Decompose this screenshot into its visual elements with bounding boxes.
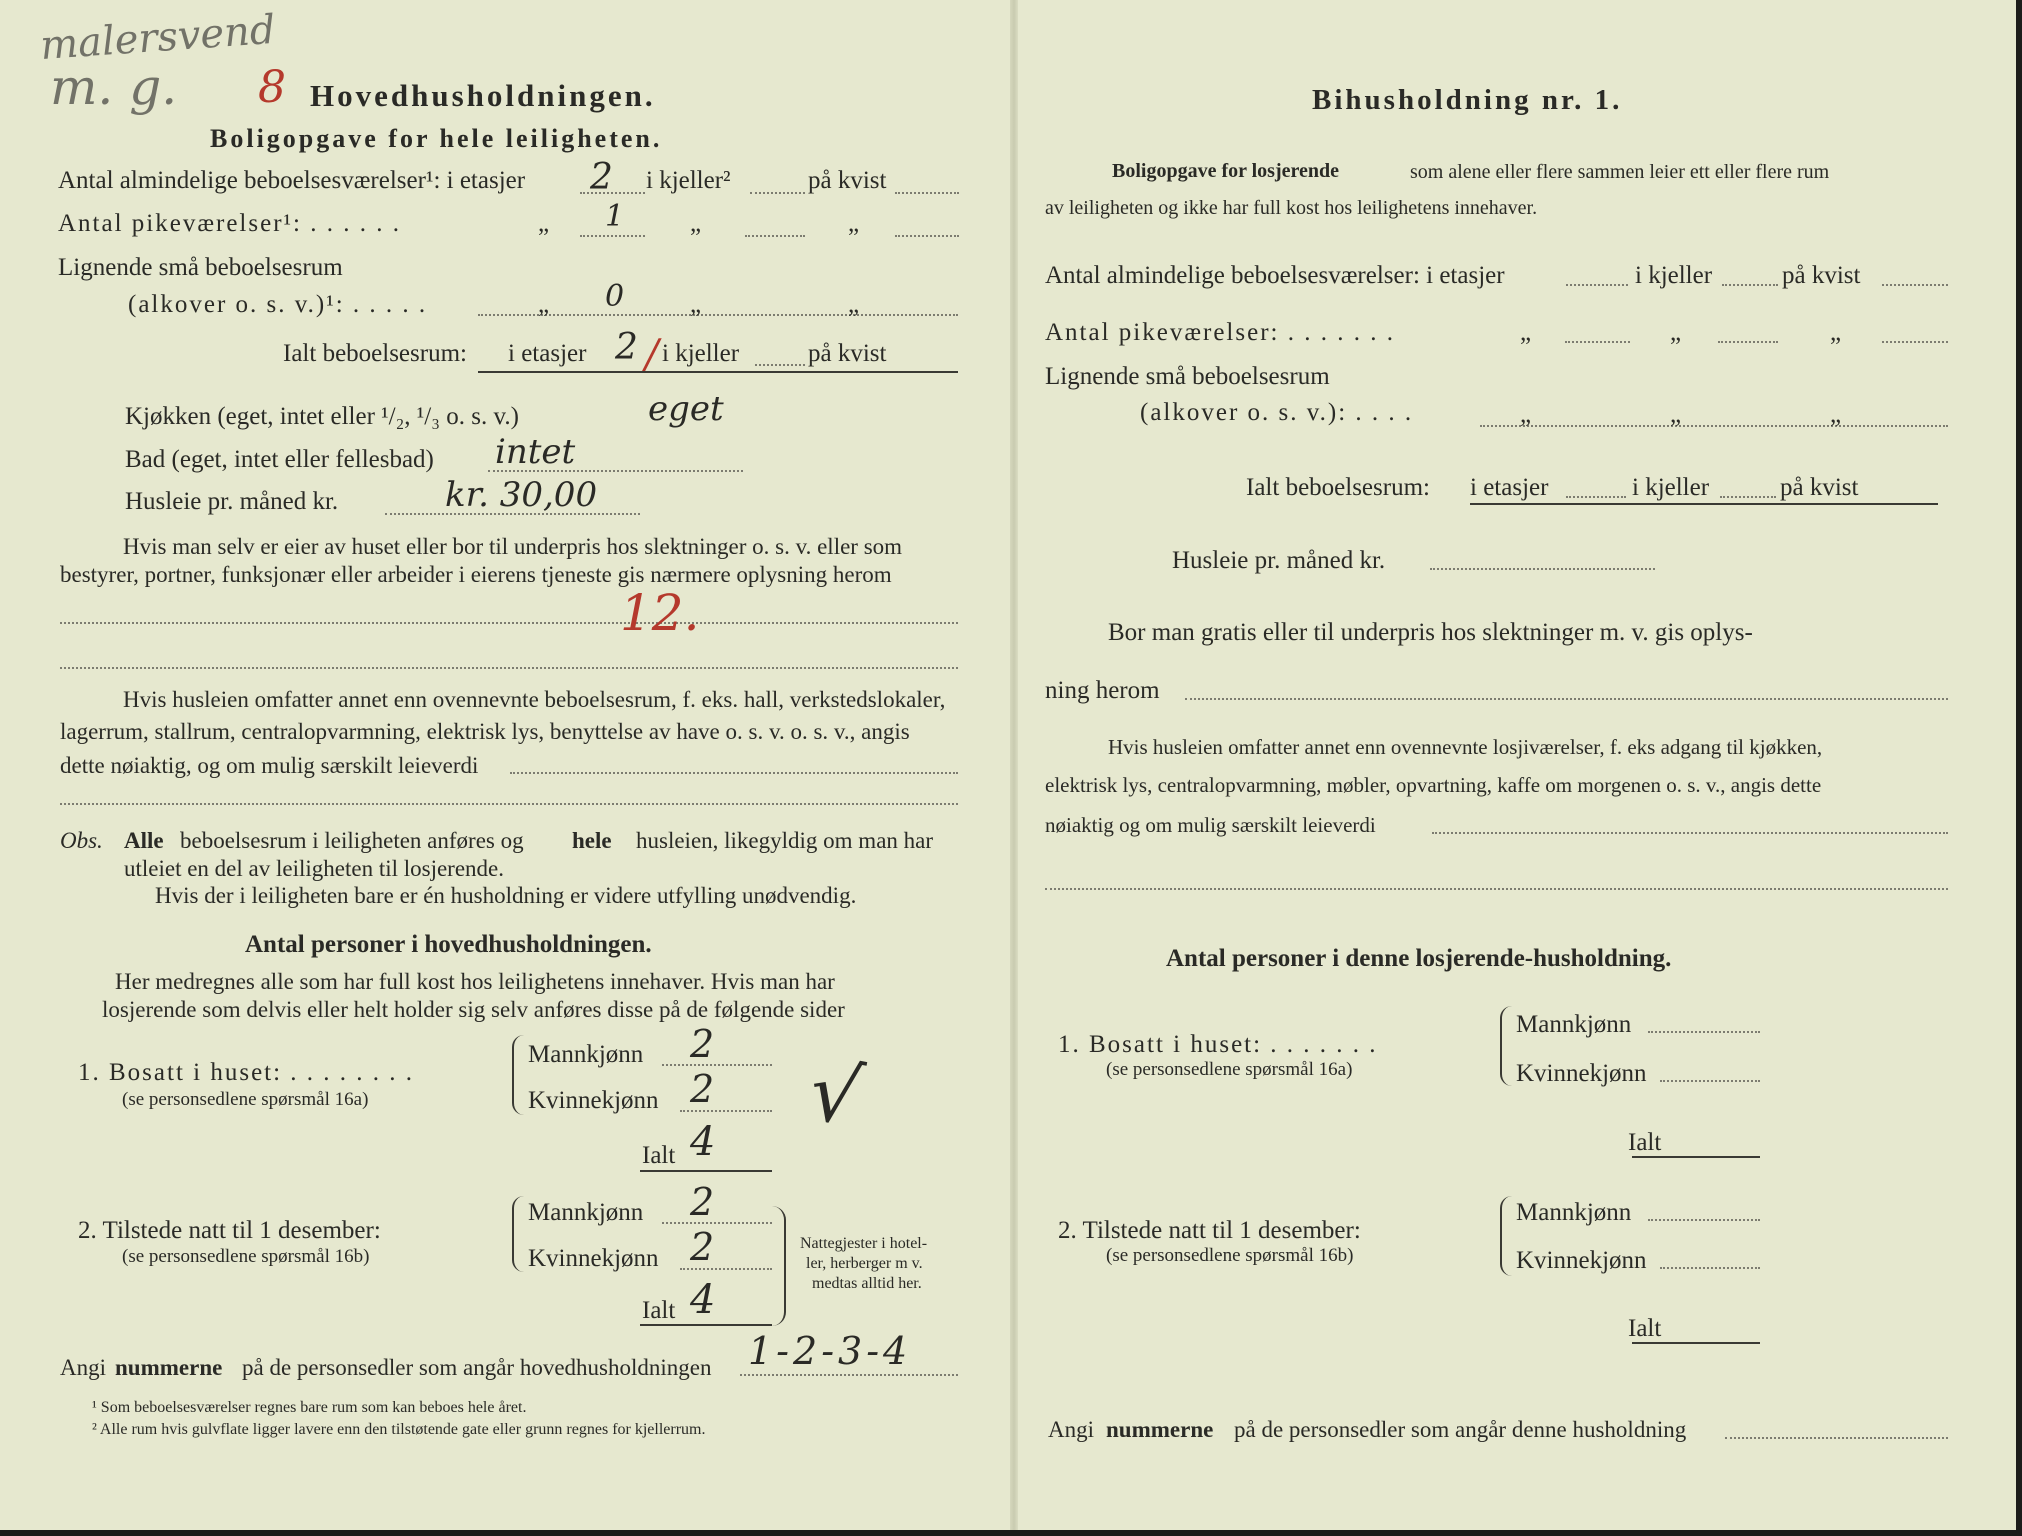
right-q2-mann-line — [1648, 1219, 1760, 1221]
right-pike-ditto-3: „ — [1830, 319, 1842, 346]
left-eier-note-2: bestyrer, portner, funksjonær eller arbeider i eierens tjeneste gis nærmere oplysning herom — [60, 562, 892, 587]
right-ialt-kjeller-label: i kjeller — [1632, 474, 1710, 501]
left-bad-value: intet — [495, 432, 576, 472]
right-q2-label: 2. Tilstede natt til 1 desember: — [1058, 1217, 1361, 1244]
left-lignende-label-1: Lignende små beboelsesrum — [58, 254, 343, 281]
left-ialt-label: Ialt beboelsesrum: — [283, 340, 467, 367]
right-antal-alm-kvist-line — [1882, 284, 1948, 286]
right-q1-kvinne-label: Kvinnekjønn — [1516, 1060, 1647, 1087]
right-ialt-kvist-label: på kvist — [1780, 474, 1859, 501]
left-q2-brace — [512, 1196, 524, 1272]
corner-annotation-code: m. g. — [50, 58, 178, 116]
left-obs-text-3: Hvis der i leiligheten bare er én husholdning er videre utfylling unødvendig. — [155, 883, 857, 908]
left-pike-etasjer-line — [580, 235, 645, 237]
left-obs-label: Obs. — [60, 828, 103, 853]
left-pike-ditto-3: „ — [848, 210, 860, 237]
left-pike-label: Antal pikeværelser¹: . . . . . . — [58, 210, 401, 237]
left-obs-text-1b: husleien, likegyldig om man har — [636, 828, 934, 853]
left-pike-etasjer-value: 1 — [605, 199, 625, 234]
left-pike-ditto-1: „ — [538, 210, 550, 237]
right-pike-ditto-2: „ — [1670, 319, 1682, 346]
left-lignende-line — [478, 314, 958, 316]
right-gratis-2: ning herom — [1045, 677, 1160, 704]
left-q1-kvinne-value: 2 — [690, 1067, 715, 1111]
left-persons-note-2: losjerende som delvis eller helt holder sig selv anføres disse på de følgende sider — [102, 997, 845, 1022]
left-pike-kvist-line — [895, 235, 959, 237]
right-ialt-kjeller-line — [1720, 496, 1776, 498]
left-pike-ditto-2: „ — [690, 210, 702, 237]
left-ialt-kvist-label: på kvist — [808, 340, 887, 367]
left-q2-mann-label: Mannkjønn — [528, 1199, 644, 1226]
left-footnote-1: ¹ Som beboelsesværelser regnes bare rum som kan beboes hele året. — [92, 1399, 527, 1416]
right-q1-mann-label: Mannkjønn — [1516, 1011, 1632, 1038]
left-lignende-etasjer-value: 0 — [605, 279, 625, 314]
left-q1-label: 1. Bosatt i huset: . . . . . . . . — [78, 1059, 415, 1086]
right-intro-1: som alene eller flere sammen leier ett eller flere rum — [1410, 161, 1830, 183]
right-q2-brace — [1500, 1196, 1512, 1276]
right-note-line-2 — [1045, 888, 1948, 890]
right-angi-label-1: Angi — [1048, 1417, 1094, 1442]
left-q1-ialt-underline — [640, 1170, 772, 1172]
left-angi-label-2: på de personsedler som angår hovedhusholdningen — [242, 1355, 712, 1380]
right-pike-ditto-1: „ — [1520, 319, 1532, 346]
right-lignende-ditto-1: „ — [1520, 401, 1532, 428]
left-title: Hovedhusholdningen. — [310, 78, 656, 113]
left-bad-label: Bad (eget, intet eller fellesbad) — [125, 446, 434, 473]
left-eier-note-1: Hvis man selv er eier av huset eller bor til underpris hos slektninger o. s. v. eller som — [123, 534, 903, 559]
left-angi-label-1: Angi — [60, 1355, 106, 1380]
left-antal-alm-kjeller-label: i kjeller² — [646, 167, 731, 194]
right-lignende-line — [1480, 425, 1948, 427]
left-antal-alm-kjeller-line — [750, 192, 805, 194]
left-husleie-label: Husleie pr. måned kr. — [125, 488, 339, 515]
left-lignende-ditto-2: „ — [690, 291, 702, 318]
right-gratis-1: Bor man gratis eller til underpris hos slektninger m. v. gis oplys- — [1108, 619, 1753, 646]
left-q2-mann-value: 2 — [690, 1180, 715, 1224]
right-antal-alm-kjeller-label: i kjeller — [1635, 262, 1713, 289]
left-q2-right-brace — [772, 1206, 786, 1326]
left-husleie-value: kr. 30,00 — [445, 475, 598, 515]
left-husleie-note-line — [510, 772, 958, 774]
right-q1-ialt-label: Ialt — [1628, 1129, 1662, 1156]
left-angi-line — [740, 1374, 958, 1376]
right-pike-label: Antal pikeværelser: . . . . . . . — [1045, 319, 1395, 346]
left-q1-kvinne-line — [680, 1110, 772, 1112]
left-obs-hele: hele — [572, 828, 612, 853]
left-q2-ialt-underline — [640, 1324, 772, 1326]
right-lignende-ditto-2: „ — [1670, 401, 1682, 428]
right-lignende-ditto-3: „ — [1830, 401, 1842, 428]
left-ialt-etasjer-label: i etasjer — [508, 340, 587, 367]
right-angi-label-2: på de personsedler som angår denne husholdning — [1234, 1417, 1687, 1442]
left-q2-kvinne-value: 2 — [690, 1225, 715, 1269]
right-intro-bold: Boligopgave for losjerende — [1112, 160, 1340, 182]
left-husleie-note-line-2 — [60, 803, 958, 805]
right-antal-alm-etasjer-line — [1566, 284, 1628, 286]
right-ialt-etasjer-label: i etasjer — [1470, 474, 1549, 501]
left-angi-bold: nummerne — [115, 1355, 223, 1380]
right-q2-ialt-label: Ialt — [1628, 1315, 1662, 1342]
right-husleie-label: Husleie pr. måned kr. — [1172, 547, 1386, 574]
left-husleie-line — [385, 513, 640, 515]
right-angi-line — [1725, 1437, 1948, 1439]
left-obs-alle: Alle — [124, 828, 164, 853]
left-q2-ialt-value: 4 — [690, 1277, 716, 1323]
left-bad-line — [488, 470, 743, 472]
left-q2-ialt-label: Ialt — [642, 1297, 676, 1324]
left-q1-ialt-value: 4 — [690, 1119, 716, 1165]
left-kjokken-value: eget — [648, 389, 724, 429]
left-nattegjester-2: ler, herberger m v. — [806, 1255, 923, 1272]
right-q2-mann-label: Mannkjønn — [1516, 1199, 1632, 1226]
left-husleie-note-1: Hvis husleien omfatter annet enn ovennevnte beboelsesrum, f. eks. hall, verkstedslokaler, — [123, 687, 946, 712]
right-ialt-etasjer-line — [1566, 496, 1626, 498]
left-ialt-kjeller-line — [755, 364, 805, 366]
page-fold — [1010, 0, 1018, 1530]
left-antal-alm-kvist-line — [895, 192, 959, 194]
left-q2-kvinne-line — [680, 1268, 772, 1270]
left-obs-text-1a: beboelsesrum i leiligheten anføres og — [180, 828, 524, 853]
left-nattegjester-3: medtas alltid her. — [812, 1275, 922, 1292]
left-antal-alm-kvist-label: på kvist — [808, 167, 887, 194]
left-q1-kvinne-label: Kvinnekjønn — [528, 1087, 659, 1114]
left-footnote-2: ² Alle rum hvis gulvflate ligger lavere enn den tilstøtende gate eller grunn regnes for kjellerrum. — [92, 1421, 706, 1438]
left-angi-value: 1-2-3-4 — [748, 1329, 912, 1373]
right-angi-bold: nummerne — [1106, 1417, 1214, 1442]
left-subtitle: Boligopgave for hele leiligheten. — [210, 124, 663, 153]
left-ialt-red-mark: / — [645, 332, 659, 378]
right-title: Bihusholdning nr. 1. — [1312, 84, 1623, 116]
left-q1-sub: (se personsedlene spørsmål 16a) — [122, 1089, 369, 1110]
left-q1-mann-label: Mannkjønn — [528, 1041, 644, 1068]
right-q1-mann-line — [1648, 1031, 1760, 1033]
left-q2-label: 2. Tilstede natt til 1 desember: — [78, 1217, 381, 1244]
left-q1-mann-value: 2 — [690, 1022, 715, 1066]
right-q1-label: 1. Bosatt i huset: . . . . . . . — [1058, 1031, 1378, 1058]
right-persons-title: Antal personer i denne losjerende-husholdning. — [1166, 945, 1672, 972]
left-lignende-ditto-3: „ — [848, 291, 860, 318]
left-kjokken-label: Kjøkken (eget, intet eller ¹/₂, ¹/₃ o. s. v.) — [125, 403, 519, 430]
right-husleie-line — [1430, 568, 1655, 570]
left-nattegjester-1: Nattegjester i hotel- — [800, 1235, 928, 1252]
left-antal-alm-etasjer-value: 2 — [590, 157, 613, 198]
right-antal-alm-kjeller-line — [1722, 284, 1778, 286]
right-q1-ialt-underline — [1632, 1156, 1760, 1158]
right-q2-sub: (se personsedlene spørsmål 16b) — [1106, 1245, 1354, 1266]
right-pike-kjeller-line — [1718, 341, 1778, 343]
right-q2-kvinne-label: Kvinnekjønn — [1516, 1247, 1647, 1274]
right-note-3: nøiaktig og om mulig særskilt leieverdi — [1045, 813, 1376, 837]
right-lignende-label-1: Lignende små beboelsesrum — [1045, 363, 1330, 390]
left-q2-mann-line — [662, 1222, 772, 1224]
corner-annotation-number: 8 — [258, 62, 286, 113]
right-ialt-underline — [1470, 503, 1938, 505]
left-husleie-note-2: lagerrum, stallrum, centralopvarmning, elektrisk lys, benyttelse av have o. s. v. o. s. v., angis — [60, 719, 910, 744]
left-eier-line-2 — [60, 667, 958, 669]
left-persons-note-1: Her medregnes alle som har full kost hos leilighetens innehaver. Hvis man har — [115, 969, 835, 994]
left-q2-kvinne-label: Kvinnekjønn — [528, 1245, 659, 1272]
right-q2-kvinne-line — [1660, 1267, 1760, 1269]
right-antal-alm-label: Antal almindelige beboelsesværelser: i etasjer — [1045, 262, 1505, 289]
left-q2-sub: (se personsedlene spørsmål 16b) — [122, 1246, 370, 1267]
right-pike-etasjer-line — [1565, 341, 1630, 343]
left-lignende-label-2: (alkover o. s. v.)¹: . . . . . — [128, 291, 428, 318]
right-q1-kvinne-line — [1660, 1080, 1760, 1082]
left-q1-brace — [512, 1035, 524, 1115]
left-ialt-kjeller-label: i kjeller — [662, 340, 740, 367]
right-intro-2: av leiligheten og ikke har full kost hos leilighetens innehaver. — [1045, 197, 1538, 219]
right-pike-kvist-line — [1882, 341, 1948, 343]
check-mark-icon: √ — [802, 1044, 869, 1145]
right-note-2: elektrisk lys, centralopvarmning, møbler, opvartning, kaffe om morgenen o. s. v., angis dette — [1045, 773, 1822, 797]
right-q1-sub: (se personsedlene spørsmål 16a) — [1106, 1059, 1353, 1080]
left-pike-kjeller-line — [745, 235, 805, 237]
left-red-mark-12: 12. — [620, 584, 700, 642]
left-husleie-note-3: dette nøiaktig, og om mulig særskilt leieverdi — [60, 753, 479, 778]
left-lignende-ditto-1: „ — [538, 291, 550, 318]
right-note-1: Hvis husleien omfatter annet enn ovennevnte losjiværelser, f. eks adgang til kjøkken, — [1108, 735, 1823, 759]
left-persons-title: Antal personer i hovedhusholdningen. — [245, 931, 652, 958]
left-q1-ialt-label: Ialt — [642, 1142, 676, 1169]
right-q2-ialt-underline — [1632, 1342, 1760, 1344]
left-obs-text-2: utleiet en del av leiligheten til losjerende. — [124, 856, 505, 881]
left-antal-alm-label: Antal almindelige beboelsesværelser¹: i etasjer — [58, 167, 526, 194]
right-ialt-label: Ialt beboelsesrum: — [1246, 474, 1430, 501]
left-q1-mann-line — [662, 1064, 772, 1066]
right-gratis-line — [1185, 698, 1948, 700]
corner-annotation-occupation: malersvend — [38, 6, 277, 70]
left-ialt-etasjer-value: 2 — [615, 327, 638, 368]
right-note-line-1 — [1432, 832, 1948, 834]
left-ialt-underline — [478, 371, 958, 373]
right-q1-brace — [1500, 1006, 1512, 1086]
left-eier-line-1 — [60, 622, 958, 624]
right-antal-alm-kvist-label: på kvist — [1782, 262, 1861, 289]
right-lignende-label-2: (alkover o. s. v.): . . . . — [1140, 399, 1414, 426]
